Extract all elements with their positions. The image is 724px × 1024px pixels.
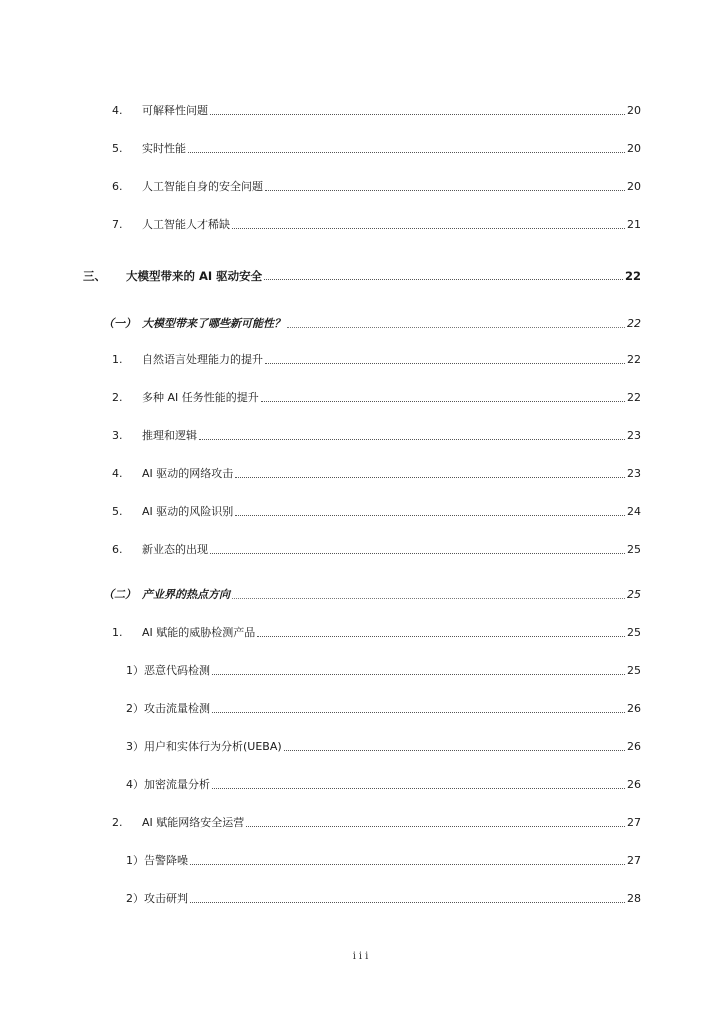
toc-title: AI 驱动的风险识别: [142, 505, 234, 518]
toc-title: 多种 AI 任务性能的提升: [142, 391, 259, 404]
toc-title: 人工智能自身的安全问题: [142, 180, 263, 193]
toc-page: 27: [627, 816, 641, 829]
toc-title: 可解释性问题: [142, 104, 208, 117]
toc-entry[interactable]: [112, 423, 641, 443]
page-number: iii: [352, 951, 372, 962]
toc-title: 2）攻击流量检测: [126, 702, 210, 715]
toc-page: 23: [627, 467, 641, 480]
toc-subentry[interactable]: [126, 886, 641, 906]
toc-subentry[interactable]: [126, 734, 641, 754]
toc-number: 2.: [112, 816, 123, 829]
toc-page: 28: [627, 892, 641, 905]
toc-entry[interactable]: [112, 499, 641, 519]
toc-entry[interactable]: [112, 620, 641, 640]
toc-leader: [284, 749, 625, 751]
toc-page: 22: [627, 353, 641, 366]
toc-entry[interactable]: [112, 212, 641, 232]
toc-subentry[interactable]: [126, 696, 641, 716]
toc-number: 3.: [112, 429, 123, 442]
toc-page: 22: [624, 269, 641, 283]
toc-title: 2）攻击研判: [126, 892, 188, 905]
toc-leader: [235, 514, 625, 516]
toc-leader: [257, 635, 625, 637]
toc-leader: [212, 787, 625, 789]
toc-title: AI 驱动的网络攻击: [142, 467, 234, 480]
toc-number: （一）: [103, 317, 136, 330]
toc-entry[interactable]: [112, 174, 641, 194]
toc-leader: [246, 825, 625, 827]
toc-title: 实时性能: [142, 142, 186, 155]
toc-chapter-entry[interactable]: [83, 263, 641, 283]
toc-page: 25: [627, 543, 641, 556]
toc-page: 21: [627, 218, 641, 231]
toc-number: （二）: [103, 588, 136, 601]
toc-leader: [265, 189, 625, 191]
toc-entry[interactable]: [112, 810, 641, 830]
toc-page: 25: [627, 664, 641, 677]
toc-section-entry[interactable]: [103, 311, 641, 331]
toc-leader: [190, 863, 625, 865]
toc-leader: [287, 326, 625, 328]
toc-leader: [265, 362, 625, 364]
toc-number: 5.: [112, 142, 123, 155]
toc-title: AI 赋能的威胁检测产品: [142, 626, 256, 639]
toc-entry[interactable]: [112, 461, 641, 481]
toc-page: 24: [627, 505, 641, 518]
toc-number: 2.: [112, 391, 123, 404]
toc-page: 23: [627, 429, 641, 442]
toc-title: 自然语言处理能力的提升: [142, 353, 263, 366]
toc-leader: [232, 597, 625, 599]
toc-entry[interactable]: [112, 385, 641, 405]
toc-leader: [188, 151, 625, 153]
toc-page: 22: [627, 317, 641, 330]
toc-leader: [210, 552, 625, 554]
toc-number: 7.: [112, 218, 123, 231]
toc-entry[interactable]: [112, 537, 641, 557]
toc-title: 4）加密流量分析: [126, 778, 210, 791]
toc-title: 产业界的热点方向: [142, 588, 230, 601]
toc-page: 20: [627, 142, 641, 155]
toc-title: 推理和逻辑: [142, 429, 197, 442]
toc-page: 26: [627, 778, 641, 791]
toc-entry[interactable]: [112, 136, 641, 156]
toc-page: 27: [627, 854, 641, 867]
toc-subentry[interactable]: [126, 658, 641, 678]
toc-number: 三、: [83, 269, 106, 283]
toc-title: 新业态的出现: [142, 543, 208, 556]
toc-section-entry[interactable]: [103, 582, 641, 602]
toc-leader: [212, 711, 625, 713]
toc-number: 5.: [112, 505, 123, 518]
toc-number: 6.: [112, 543, 123, 556]
toc-title: AI 赋能网络安全运营: [142, 816, 245, 829]
toc-number: 4.: [112, 104, 123, 117]
toc-number: 1.: [112, 626, 123, 639]
toc-leader: [212, 673, 625, 675]
toc-page: 20: [627, 180, 641, 193]
toc-leader: [235, 476, 625, 478]
toc-title: 3）用户和实体行为分析(UEBA): [126, 740, 282, 753]
toc-leader: [199, 438, 625, 440]
toc-leader: [232, 227, 625, 229]
toc-page: 26: [627, 702, 641, 715]
toc-title: 大模型带来的 AI 驱动安全: [126, 269, 263, 283]
toc-title: 1）恶意代码检测: [126, 664, 210, 677]
toc-title: 大模型带来了哪些新可能性？: [142, 317, 285, 330]
toc-subentry[interactable]: [126, 772, 641, 792]
toc-page: 22: [627, 391, 641, 404]
toc-leader: [261, 400, 625, 402]
toc-number: 4.: [112, 467, 123, 480]
toc-entry[interactable]: [112, 347, 641, 367]
toc-title: 1）告警降噪: [126, 854, 188, 867]
toc-leader: [264, 278, 623, 280]
toc-title: 人工智能人才稀缺: [142, 218, 230, 231]
toc-number: 6.: [112, 180, 123, 193]
toc-page: 20: [627, 104, 641, 117]
toc-page: 26: [627, 740, 641, 753]
toc-leader: [210, 113, 625, 115]
toc-number: 1.: [112, 353, 123, 366]
toc-entry[interactable]: [112, 98, 641, 118]
toc-page: 25: [627, 588, 641, 601]
toc-page: 25: [627, 626, 641, 639]
toc-leader: [190, 901, 625, 903]
toc-subentry[interactable]: [126, 848, 641, 868]
